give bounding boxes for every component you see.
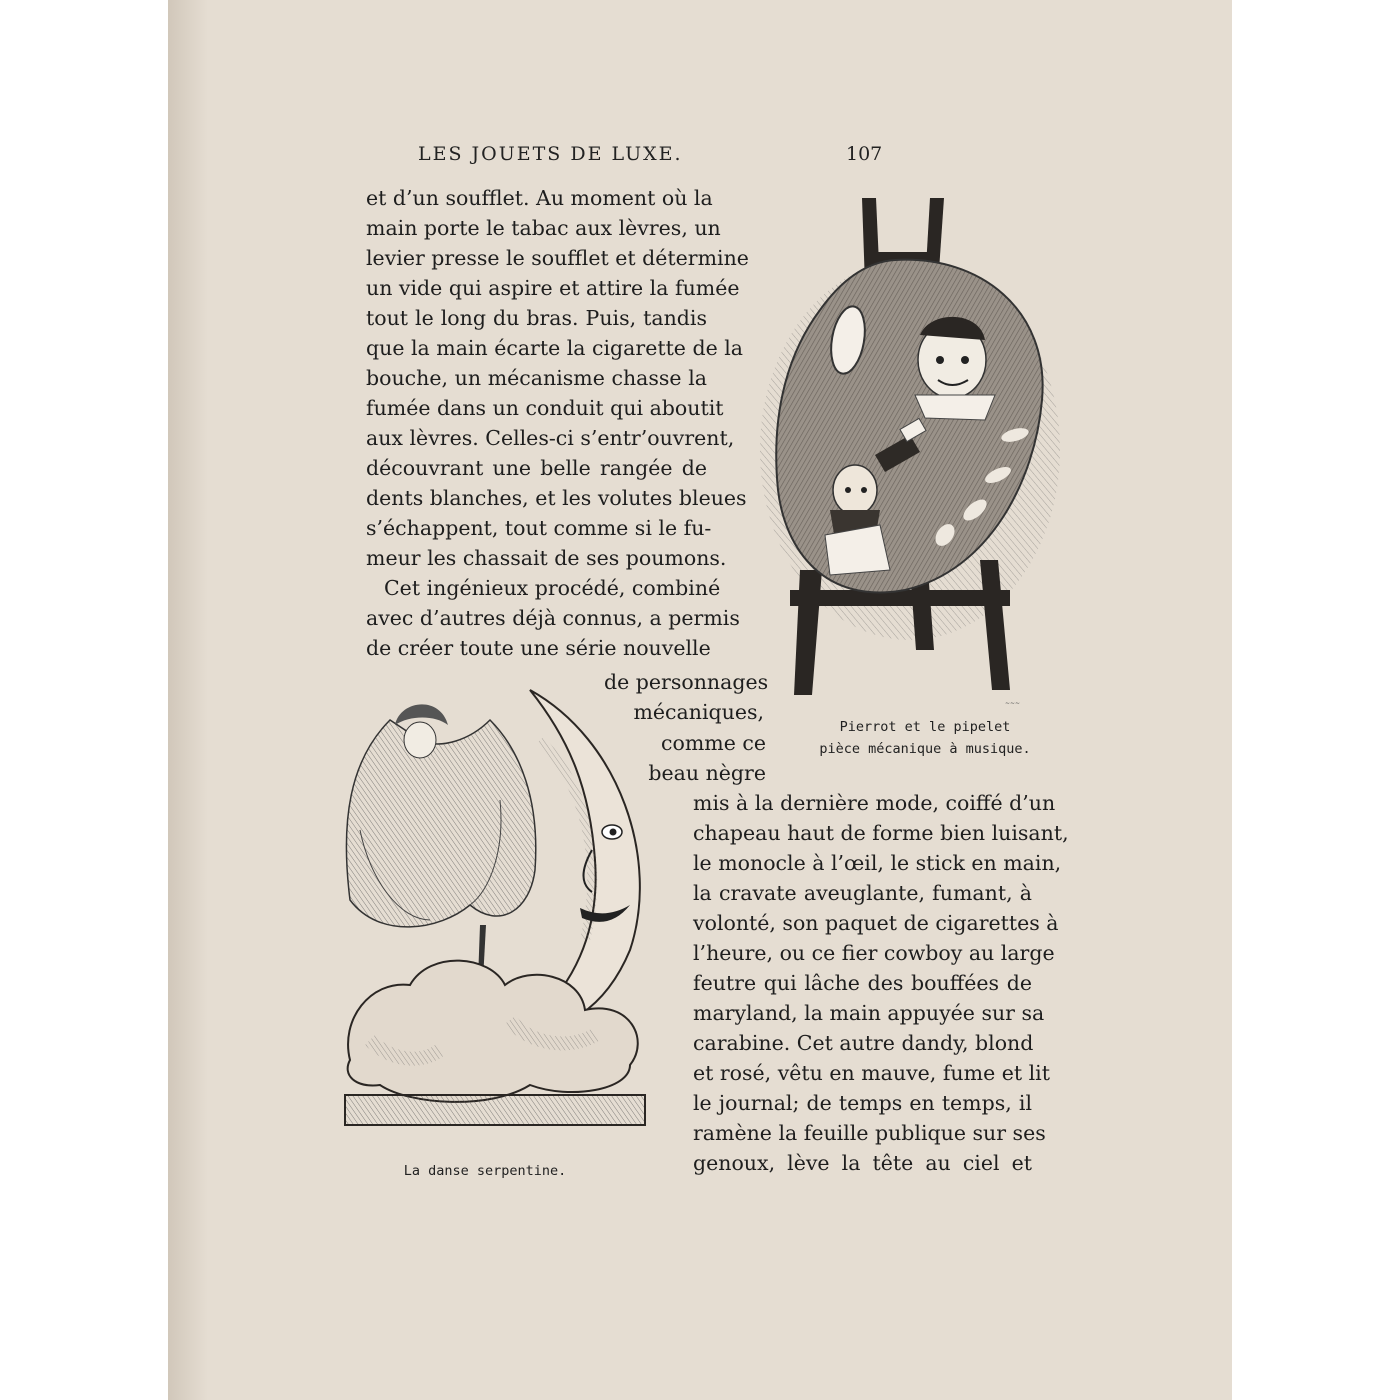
text-line: meur les chassait de ses poumons. — [366, 546, 727, 570]
text-line: de créer toute une série nouvelle — [366, 636, 711, 660]
text-line: volonté, son paquet de cigarettes à — [693, 911, 1059, 935]
text-line: beau nègre — [648, 761, 766, 785]
text-line: s’échappent, tout comme si le fu- — [366, 516, 712, 540]
figure-caption-pierrot-line2: pièce mécanique à musique. — [819, 741, 1031, 757]
text-line: l’heure, ou ce fier cowboy au large — [693, 941, 1055, 965]
text-line: maryland, la main appuyée sur sa — [693, 1001, 1045, 1025]
text-line: fumée dans un conduit qui aboutit — [366, 396, 724, 420]
text-line: bouche, un mécanisme chasse la — [366, 366, 707, 390]
pierrot-palette-illustration — [730, 190, 1060, 710]
text-line: un vide qui aspire et attire la fumée — [366, 276, 740, 300]
text-line: et d’un soufflet. Au moment où la — [366, 186, 713, 210]
page-number: 107 — [846, 143, 883, 165]
text-line: feutre qui lâche des bouffées de — [693, 971, 1032, 995]
text-line: et rosé, vêtu en mauve, fume et lit — [693, 1061, 1050, 1085]
text-line: le journal; de temps en temps, il — [693, 1091, 1032, 1115]
text-line: avec d’autres déjà connus, a permis — [366, 606, 740, 630]
text-line: ramène la feuille publique sur ses — [693, 1121, 1046, 1145]
svg-text:~~~: ~~~ — [1005, 700, 1021, 707]
text-line: chapeau haut de forme bien luisant, — [693, 821, 1069, 845]
page-gutter-shadow — [168, 0, 208, 1400]
text-line: genoux, lève la tête au ciel et — [693, 1151, 1032, 1175]
text-line: main porte le tabac aux lèvres, un — [366, 216, 721, 240]
text-line: comme ce — [661, 731, 766, 755]
text-line: mécaniques, — [633, 700, 764, 724]
text-line: la cravate aveuglante, fumant, à — [693, 881, 1032, 905]
text-line: levier presse le soufflet et détermine — [366, 246, 749, 270]
text-line: découvrant une belle rangée de — [366, 456, 707, 480]
text-line: carabine. Cet autre dandy, blond — [693, 1031, 1034, 1055]
figure-caption-pierrot-line1: Pierrot et le pipelet — [839, 719, 1011, 735]
running-header: LES JOUETS DE LUXE. — [418, 143, 683, 165]
text-line: Cet ingénieux procédé, combiné — [384, 576, 721, 600]
text-line: tout le long du bras. Puis, tandis — [366, 306, 707, 330]
text-line: dents blanches, et les volutes bleues — [366, 486, 747, 510]
text-line: le monocle à l’œil, le stick en main, — [693, 851, 1062, 875]
text-line: mis à la dernière mode, coiffé d’un — [693, 791, 1056, 815]
danse-serpentine-illustration — [330, 680, 670, 1140]
text-line: de personnages — [604, 670, 769, 694]
text-line: aux lèvres. Celles-ci s’entr’ouvrent, — [366, 426, 735, 450]
figure-caption-danse: La danse serpentine. — [403, 1163, 567, 1179]
text-line: que la main écarte la cigarette de la — [366, 336, 744, 360]
